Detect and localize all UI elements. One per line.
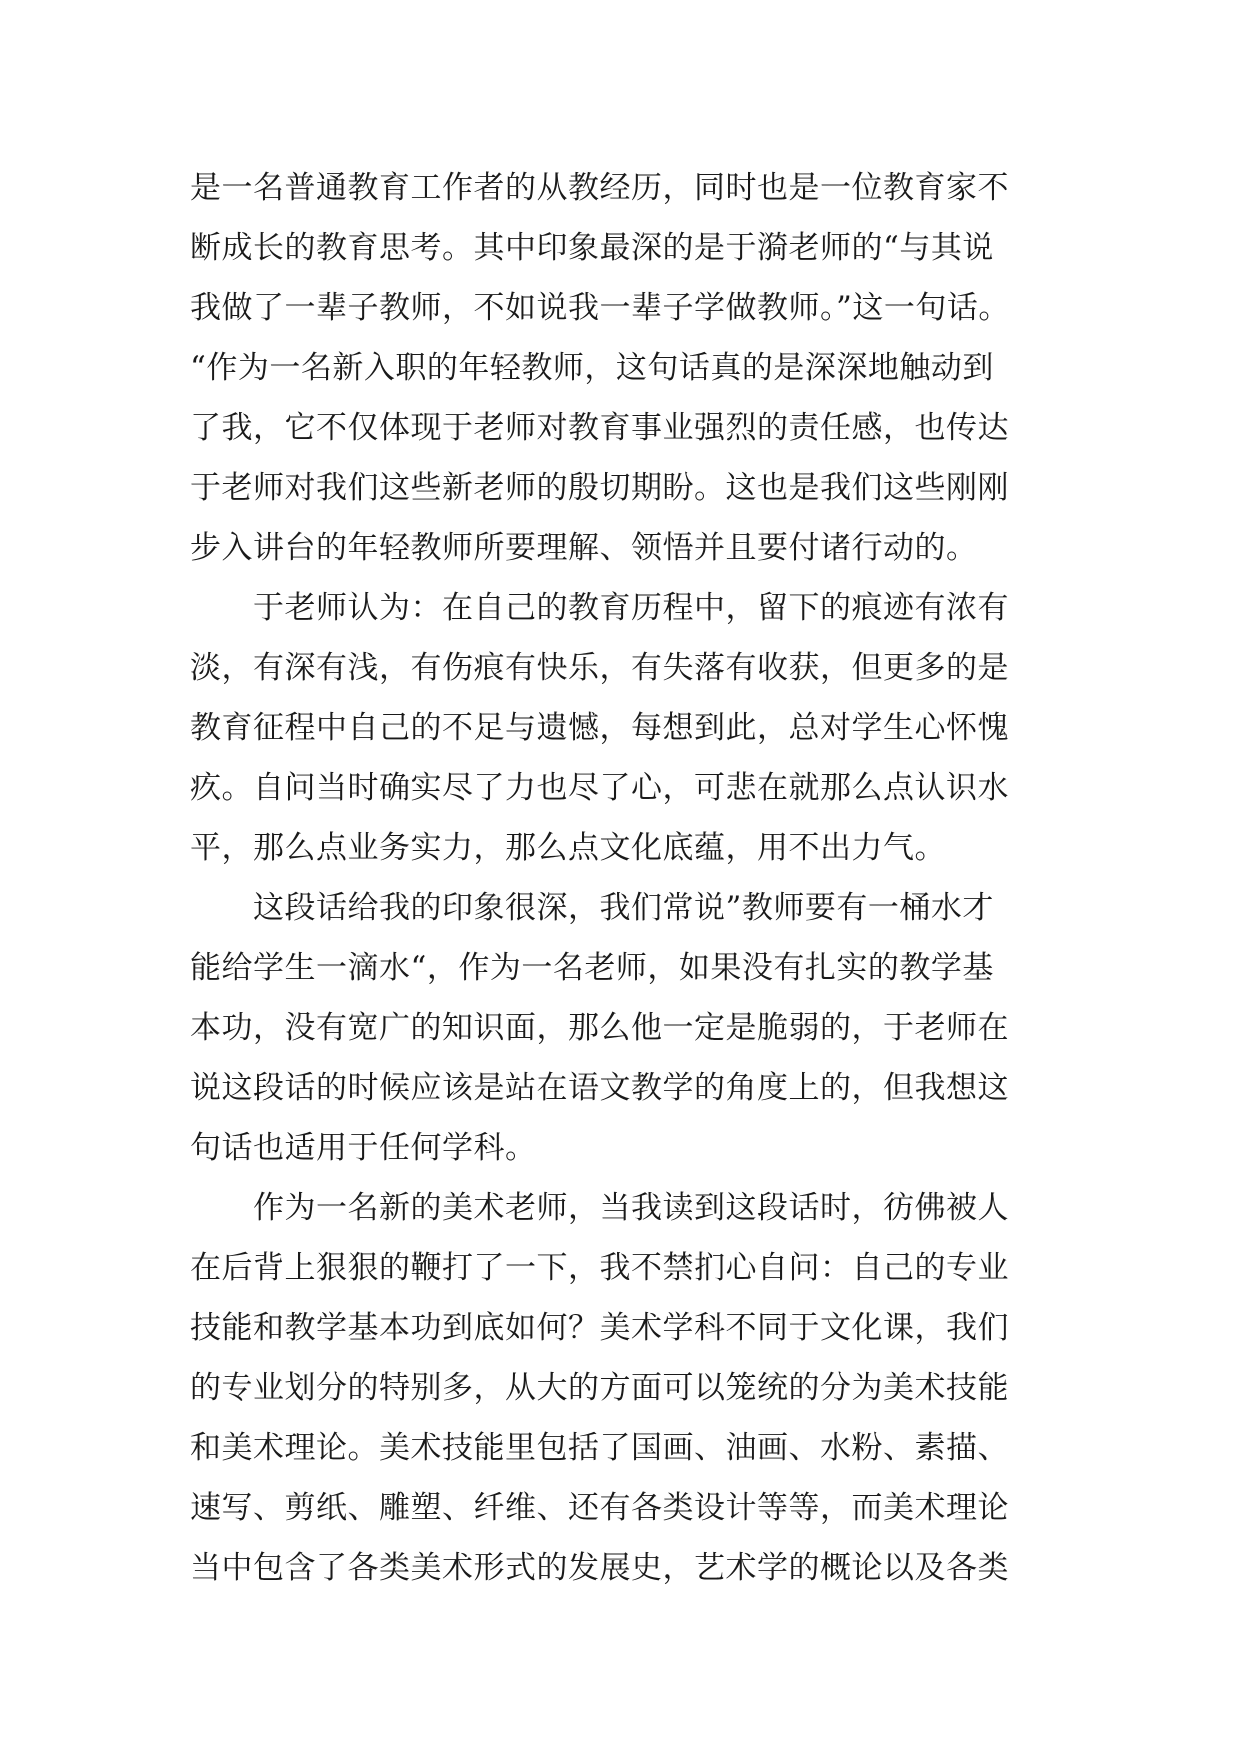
text-line: 了我，它不仅体现于老师对教育事业强烈的责任感，也传达: [190, 410, 1009, 446]
text-line: 本功，没有宽广的知识面，那么他一定是脆弱的，于老师在: [190, 1010, 1009, 1046]
text-line: 平，那么点业务实力，那么点文化底蕴，用不出力气。: [190, 830, 946, 866]
text-line: 这段话给我的印象很深，我们常说”教师要有一桶水才: [190, 890, 994, 926]
document-body: [190, 158, 1070, 1598]
text-line: 我做了一辈子教师，不如说我一辈子学做教师。”这一句话。: [190, 290, 1010, 326]
text-line: 和美术理论。美术技能里包括了国画、油画、水粉、素描、: [190, 1430, 1009, 1466]
text-line: 的专业划分的特别多，从大的方面可以笼统的分为美术技能: [190, 1370, 1009, 1406]
text-line: 句话也适用于任何学科。: [190, 1130, 537, 1166]
text-line: “作为一名新入职的年轻教师，这句话真的是深深地触动到: [190, 350, 994, 386]
text-line: 步入讲台的年轻教师所要理解、领悟并且要付诸行动的。: [190, 530, 978, 566]
text-line: 疚。自问当时确实尽了力也尽了心，可悲在就那么点认识水: [190, 770, 1009, 806]
text-line: 于老师对我们这些新老师的殷切期盼。这也是我们这些刚刚: [190, 470, 1009, 506]
text-line: 当中包含了各类美术形式的发展史，艺术学的概论以及各类: [190, 1550, 1009, 1586]
text-line: 断成长的教育思考。其中印象最深的是于漪老师的“与其说: [190, 230, 994, 266]
text-line: 教育征程中自己的不足与遗憾，每想到此，总对学生心怀愧: [190, 710, 1009, 746]
text-line: 于老师认为：在自己的教育历程中，留下的痕迹有浓有: [190, 590, 1009, 626]
text-line: 说这段话的时候应该是站在语文教学的角度上的，但我想这: [190, 1070, 1009, 1106]
text-line: 是一名普通教育工作者的从教经历，同时也是一位教育家不: [190, 170, 1009, 206]
text-line: 能给学生一滴水“，作为一名老师，如果没有扎实的教学基: [190, 950, 994, 986]
text-line: 淡，有深有浅，有伤痕有快乐，有失落有收获，但更多的是: [190, 650, 1009, 686]
text-line: 技能和教学基本功到底如何？美术学科不同于文化课，我们: [190, 1310, 1009, 1346]
text-line: 作为一名新的美术老师，当我读到这段话时，彷佛被人: [190, 1190, 1009, 1226]
text-line: 速写、剪纸、雕塑、纤维、还有各类设计等等，而美术理论: [190, 1490, 1009, 1526]
text-line: 在后背上狠狠的鞭打了一下，我不禁扪心自问：自己的专业: [190, 1250, 1009, 1286]
